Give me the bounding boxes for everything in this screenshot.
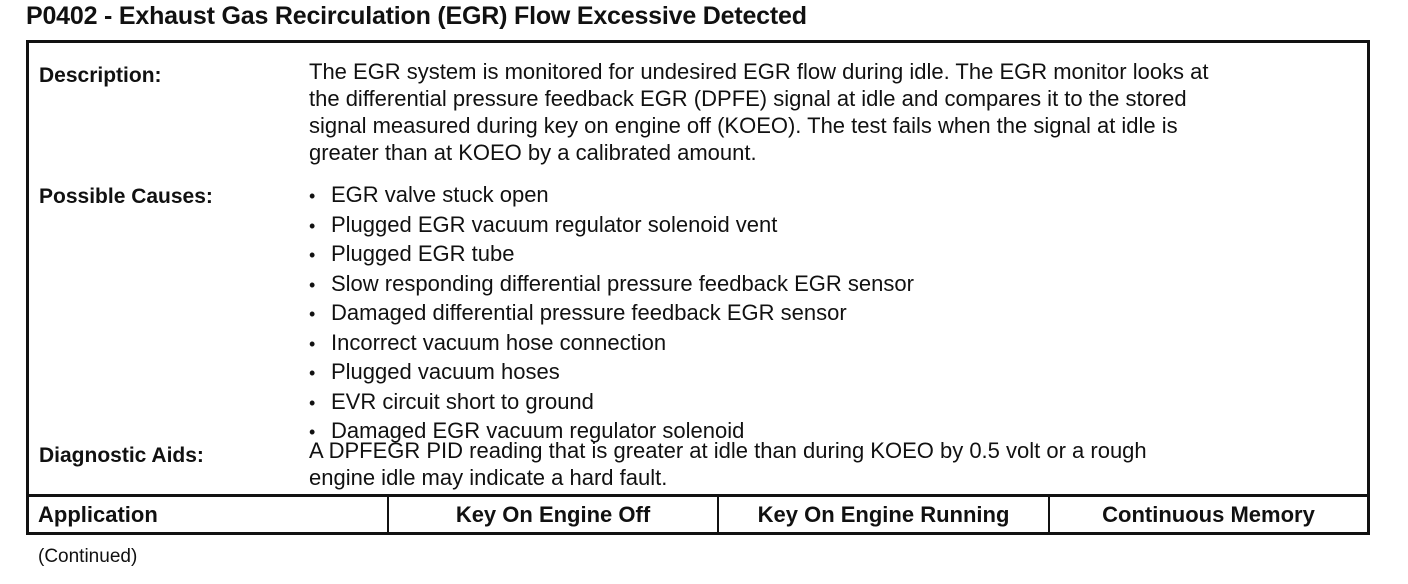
header-continuous-memory: Continuous Memory [1048,497,1367,532]
cause-item: • Plugged vacuum hoses [309,358,914,388]
diagnostic-aids-line: engine idle may indicate a hard fault. [309,465,668,490]
header-koer: Key On Engine Running [717,497,1048,532]
description-text [309,58,1209,166]
description-label: Description: [39,64,162,87]
possible-causes-label: Possible Causes: [39,185,213,208]
description-line: The EGR system is monitored for undesired EGR flow during idle. The EGR monitor looks at [309,59,1209,84]
application-table [26,494,1370,535]
cause-item: • Incorrect vacuum hose connection [309,329,914,359]
header-koeo: Key On Engine Off [387,497,717,532]
header-application: Application [38,501,158,527]
cause-item: • EVR circuit short to ground [309,388,914,418]
continued-note: (Continued) [38,546,138,567]
description-line: signal measured during key on engine off (KOEO). The test fails when the signal at idle is [309,113,1178,138]
page-title: P0402 - Exhaust Gas Recirculation (EGR) Flow Excessive Detected [26,2,807,30]
cause-item: • Plugged EGR vacuum regulator solenoid vent [309,211,914,241]
description-line: the differential pressure feedback EGR (DPFE) signal at idle and compares it to the stored [309,86,1187,111]
cause-item: • Plugged EGR tube [309,240,914,270]
diagnostic-aids-line: A DPFEGR PID reading that is greater at idle than during KOEO by 0.5 volt or a rough [309,438,1147,463]
description-line: greater than at KOEO by a calibrated amount. [309,140,757,165]
cause-item: • EGR valve stuck open [309,181,914,211]
dtc-info-box [26,40,1370,497]
diagnostic-aids-text [309,437,1147,491]
diagnostic-aids-label: Diagnostic Aids: [39,444,204,467]
cause-item: • Damaged differential pressure feedback EGR sensor [309,299,914,329]
cause-item: • Slow responding differential pressure feedback EGR sensor [309,270,914,300]
cause-item: • Damaged EGR vacuum regulator solenoid [309,417,914,447]
possible-causes-list [309,181,914,447]
